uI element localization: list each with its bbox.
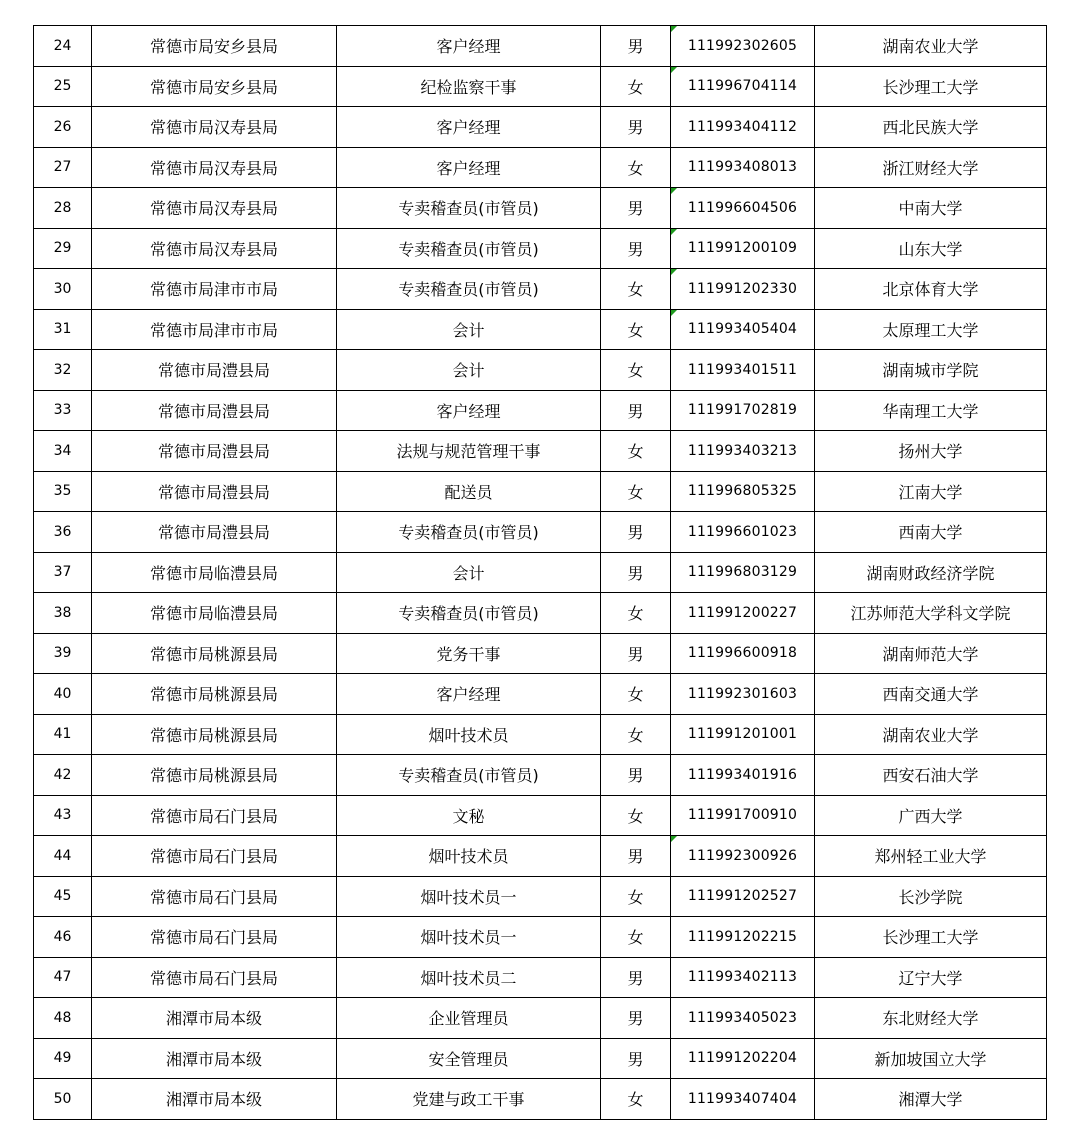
cell-gender: 女	[601, 795, 671, 836]
cell-school: 西南大学	[815, 512, 1047, 553]
cell-position: 安全管理员	[337, 1038, 601, 1079]
cell-position: 烟叶技术员二	[337, 957, 601, 998]
cell-school: 中南大学	[815, 188, 1047, 229]
cell-unit: 常德市局澧县局	[92, 512, 337, 553]
cell-gender: 女	[601, 674, 671, 715]
cell-unit: 常德市局石门县局	[92, 876, 337, 917]
cell-position: 专卖稽查员(市管员)	[337, 228, 601, 269]
cell-position: 专卖稽查员(市管员)	[337, 593, 601, 634]
cell-index: 25	[34, 66, 92, 107]
cell-school: 北京体育大学	[815, 269, 1047, 310]
cell-unit: 常德市局津市市局	[92, 309, 337, 350]
cell-exam-id: 111993401511	[671, 350, 815, 391]
cell-position: 会计	[337, 552, 601, 593]
cell-position: 党务干事	[337, 633, 601, 674]
cell-index: 49	[34, 1038, 92, 1079]
cell-unit: 常德市局澧县局	[92, 390, 337, 431]
cell-position: 配送员	[337, 471, 601, 512]
table-row	[34, 1038, 1047, 1079]
table-row	[34, 795, 1047, 836]
cell-school: 郑州轻工业大学	[815, 836, 1047, 877]
cell-unit: 常德市局桃源县局	[92, 755, 337, 796]
cell-index: 48	[34, 998, 92, 1039]
cell-index: 42	[34, 755, 92, 796]
cell-index: 31	[34, 309, 92, 350]
cell-index: 33	[34, 390, 92, 431]
cell-exam-id: 111992301603	[671, 674, 815, 715]
cell-unit: 常德市局津市市局	[92, 269, 337, 310]
cell-exam-id: 111993402113	[671, 957, 815, 998]
cell-position: 客户经理	[337, 390, 601, 431]
cell-gender: 男	[601, 26, 671, 67]
cell-unit: 常德市局澧县局	[92, 471, 337, 512]
cell-index: 32	[34, 350, 92, 391]
cell-unit: 常德市局澧县局	[92, 431, 337, 472]
cell-unit: 常德市局桃源县局	[92, 633, 337, 674]
table-row	[34, 188, 1047, 229]
cell-position: 党建与政工干事	[337, 1079, 601, 1120]
cell-school: 浙江财经大学	[815, 147, 1047, 188]
cell-school: 湖南城市学院	[815, 350, 1047, 391]
table-row	[34, 674, 1047, 715]
cell-index: 36	[34, 512, 92, 553]
cell-exam-id: 111996604506	[671, 188, 815, 229]
cell-index: 26	[34, 107, 92, 148]
cell-unit: 常德市局安乡县局	[92, 66, 337, 107]
cell-unit: 常德市局临澧县局	[92, 593, 337, 634]
table-row	[34, 998, 1047, 1039]
cell-unit: 湘潭市局本级	[92, 998, 337, 1039]
table-row	[34, 66, 1047, 107]
table-row	[34, 512, 1047, 553]
cell-school: 新加坡国立大学	[815, 1038, 1047, 1079]
cell-position: 专卖稽查员(市管员)	[337, 188, 601, 229]
cell-index: 45	[34, 876, 92, 917]
cell-exam-id: 111991202215	[671, 917, 815, 958]
cell-gender: 女	[601, 876, 671, 917]
cell-position: 会计	[337, 309, 601, 350]
table-row	[34, 309, 1047, 350]
cell-school: 华南理工大学	[815, 390, 1047, 431]
cell-school: 山东大学	[815, 228, 1047, 269]
candidate-table	[33, 25, 1047, 1120]
table-row	[34, 714, 1047, 755]
cell-exam-id: 111996600918	[671, 633, 815, 674]
table-row	[34, 350, 1047, 391]
cell-exam-id: 111991200109	[671, 228, 815, 269]
cell-position: 烟叶技术员一	[337, 876, 601, 917]
cell-exam-id: 111991202330	[671, 269, 815, 310]
cell-school: 西南交通大学	[815, 674, 1047, 715]
cell-school: 湘潭大学	[815, 1079, 1047, 1120]
cell-gender: 男	[601, 390, 671, 431]
cell-position: 专卖稽查员(市管员)	[337, 755, 601, 796]
cell-school: 湖南师范大学	[815, 633, 1047, 674]
cell-index: 37	[34, 552, 92, 593]
cell-index: 43	[34, 795, 92, 836]
table-row	[34, 917, 1047, 958]
table-row	[34, 269, 1047, 310]
cell-gender: 男	[601, 228, 671, 269]
cell-position: 客户经理	[337, 107, 601, 148]
cell-position: 专卖稽查员(市管员)	[337, 269, 601, 310]
cell-gender: 男	[601, 998, 671, 1039]
cell-exam-id: 111993403213	[671, 431, 815, 472]
cell-gender: 女	[601, 269, 671, 310]
cell-gender: 男	[601, 552, 671, 593]
table-row	[34, 755, 1047, 796]
cell-index: 47	[34, 957, 92, 998]
cell-position: 专卖稽查员(市管员)	[337, 512, 601, 553]
cell-school: 江南大学	[815, 471, 1047, 512]
cell-index: 46	[34, 917, 92, 958]
cell-unit: 常德市局临澧县局	[92, 552, 337, 593]
table-row	[34, 876, 1047, 917]
cell-index: 28	[34, 188, 92, 229]
cell-gender: 男	[601, 633, 671, 674]
table-row	[34, 957, 1047, 998]
cell-unit: 常德市局石门县局	[92, 917, 337, 958]
cell-position: 法规与规范管理干事	[337, 431, 601, 472]
cell-unit: 湘潭市局本级	[92, 1038, 337, 1079]
cell-position: 客户经理	[337, 674, 601, 715]
cell-school: 湖南财政经济学院	[815, 552, 1047, 593]
cell-index: 27	[34, 147, 92, 188]
cell-school: 长沙理工大学	[815, 66, 1047, 107]
cell-gender: 女	[601, 917, 671, 958]
cell-unit: 常德市局石门县局	[92, 836, 337, 877]
table-row	[34, 107, 1047, 148]
table-row	[34, 552, 1047, 593]
cell-index: 44	[34, 836, 92, 877]
cell-gender: 男	[601, 107, 671, 148]
table-row	[34, 633, 1047, 674]
table-row	[34, 836, 1047, 877]
cell-exam-id: 111991200227	[671, 593, 815, 634]
cell-exam-id: 111991702819	[671, 390, 815, 431]
cell-exam-id: 111996803129	[671, 552, 815, 593]
cell-school: 太原理工大学	[815, 309, 1047, 350]
cell-exam-id: 111993407404	[671, 1079, 815, 1120]
cell-exam-id: 111996601023	[671, 512, 815, 553]
cell-school: 长沙理工大学	[815, 917, 1047, 958]
cell-exam-id: 111992300926	[671, 836, 815, 877]
table-row	[34, 26, 1047, 67]
cell-unit: 常德市局汉寿县局	[92, 228, 337, 269]
cell-school: 广西大学	[815, 795, 1047, 836]
cell-exam-id: 111993405023	[671, 998, 815, 1039]
cell-gender: 女	[601, 147, 671, 188]
table-row	[34, 390, 1047, 431]
cell-exam-id: 111993408013	[671, 147, 815, 188]
cell-position: 烟叶技术员	[337, 836, 601, 877]
cell-position: 文秘	[337, 795, 601, 836]
cell-index: 35	[34, 471, 92, 512]
cell-unit: 湘潭市局本级	[92, 1079, 337, 1120]
cell-unit: 常德市局石门县局	[92, 957, 337, 998]
cell-position: 纪检监察干事	[337, 66, 601, 107]
cell-gender: 男	[601, 836, 671, 877]
cell-school: 西安石油大学	[815, 755, 1047, 796]
cell-unit: 常德市局安乡县局	[92, 26, 337, 67]
table-body	[34, 26, 1047, 1120]
table-row	[34, 228, 1047, 269]
cell-index: 50	[34, 1079, 92, 1120]
cell-gender: 女	[601, 66, 671, 107]
cell-position: 烟叶技术员	[337, 714, 601, 755]
cell-school: 东北财经大学	[815, 998, 1047, 1039]
cell-unit: 常德市局澧县局	[92, 350, 337, 391]
cell-index: 24	[34, 26, 92, 67]
cell-exam-id: 111993401916	[671, 755, 815, 796]
cell-school: 湖南农业大学	[815, 714, 1047, 755]
cell-gender: 女	[601, 431, 671, 472]
cell-unit: 常德市局桃源县局	[92, 674, 337, 715]
cell-unit: 常德市局桃源县局	[92, 714, 337, 755]
cell-exam-id: 111993404112	[671, 107, 815, 148]
cell-gender: 女	[601, 471, 671, 512]
cell-school: 长沙学院	[815, 876, 1047, 917]
cell-exam-id: 111996805325	[671, 471, 815, 512]
cell-index: 39	[34, 633, 92, 674]
cell-school: 湖南农业大学	[815, 26, 1047, 67]
cell-position: 会计	[337, 350, 601, 391]
cell-position: 企业管理员	[337, 998, 601, 1039]
cell-exam-id: 111991700910	[671, 795, 815, 836]
cell-position: 客户经理	[337, 147, 601, 188]
cell-unit: 常德市局汉寿县局	[92, 188, 337, 229]
cell-index: 29	[34, 228, 92, 269]
cell-exam-id: 111991202204	[671, 1038, 815, 1079]
cell-index: 40	[34, 674, 92, 715]
cell-index: 30	[34, 269, 92, 310]
cell-exam-id: 111991202527	[671, 876, 815, 917]
cell-index: 41	[34, 714, 92, 755]
cell-gender: 男	[601, 1038, 671, 1079]
cell-exam-id: 111991201001	[671, 714, 815, 755]
cell-unit: 常德市局石门县局	[92, 795, 337, 836]
cell-gender: 女	[601, 714, 671, 755]
table-row	[34, 147, 1047, 188]
cell-unit: 常德市局汉寿县局	[92, 147, 337, 188]
table-row	[34, 1079, 1047, 1120]
cell-gender: 男	[601, 755, 671, 796]
cell-gender: 女	[601, 309, 671, 350]
cell-index: 34	[34, 431, 92, 472]
cell-exam-id: 111992302605	[671, 26, 815, 67]
cell-school: 辽宁大学	[815, 957, 1047, 998]
table-row	[34, 471, 1047, 512]
cell-gender: 女	[601, 350, 671, 391]
cell-gender: 男	[601, 188, 671, 229]
cell-gender: 男	[601, 957, 671, 998]
cell-unit: 常德市局汉寿县局	[92, 107, 337, 148]
cell-exam-id: 111996704114	[671, 66, 815, 107]
cell-index: 38	[34, 593, 92, 634]
cell-school: 江苏师范大学科文学院	[815, 593, 1047, 634]
cell-position: 烟叶技术员一	[337, 917, 601, 958]
table-row	[34, 593, 1047, 634]
cell-gender: 男	[601, 512, 671, 553]
cell-exam-id: 111993405404	[671, 309, 815, 350]
cell-position: 客户经理	[337, 26, 601, 67]
table-row	[34, 431, 1047, 472]
cell-gender: 女	[601, 1079, 671, 1120]
cell-school: 西北民族大学	[815, 107, 1047, 148]
cell-gender: 女	[601, 593, 671, 634]
cell-school: 扬州大学	[815, 431, 1047, 472]
